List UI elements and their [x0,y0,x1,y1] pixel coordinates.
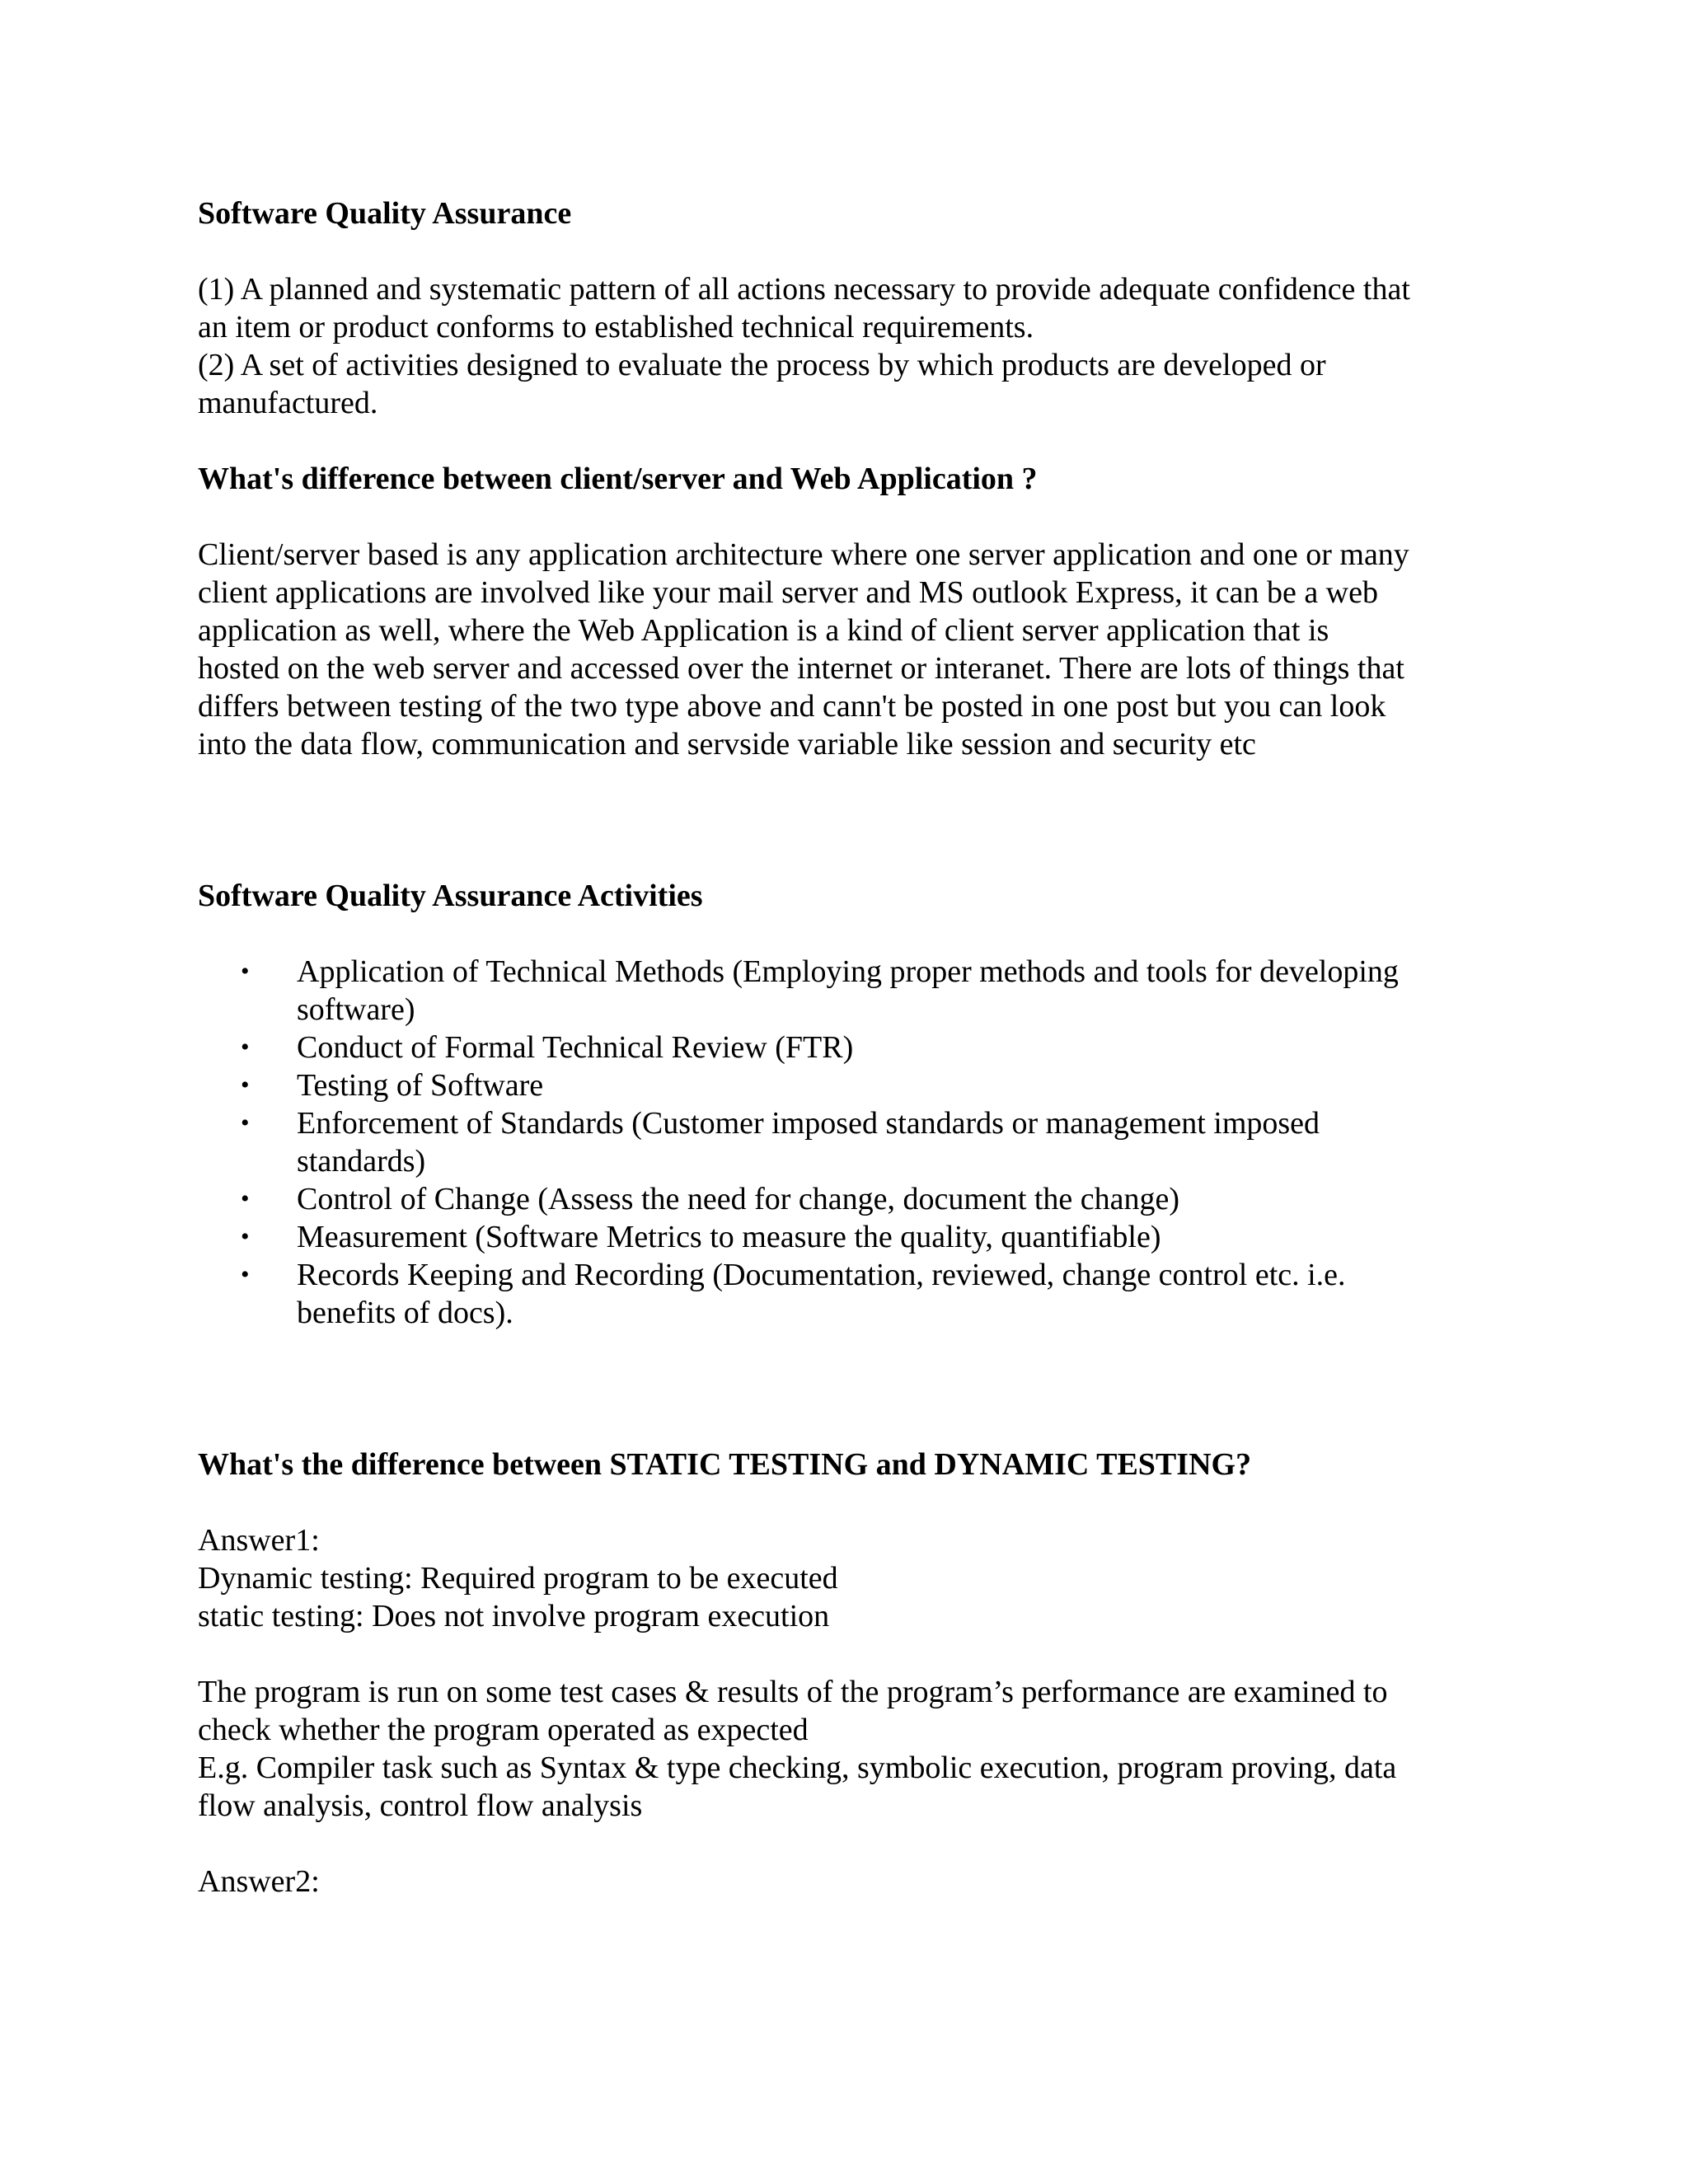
activities-list [198,953,1500,1332]
bullet-icon: • [241,1261,250,1288]
client-server-line: into the data flow, communication and servside variable like session and security etc [198,727,1256,762]
answer1-label: Answer1: [198,1523,320,1558]
static-dynamic-line: The program is run on some test cases & results of the program’s performance are examined to [198,1675,1388,1709]
list-item-line: Testing of Software [297,1068,544,1103]
client-server-line: application as well, where the Web Application is a kind of client server application that is [198,613,1329,648]
list-item-line: benefits of docs). [297,1296,513,1330]
static-dynamic-line: E.g. Compiler task such as Syntax & type checking, symbolic execution, program proving, data [198,1750,1397,1785]
static-dynamic-line: flow analysis, control flow analysis [198,1788,643,1823]
bullet-icon: • [241,1071,250,1099]
bullet-icon: • [241,1109,250,1137]
section-title-sqa: Software Quality Assurance [198,196,572,231]
list-item-line: Control of Change (Assess the need for change, document the change) [297,1182,1180,1216]
sqa-line: (2) A set of activities designed to evaluate the process by which products are developed or [198,348,1326,382]
client-server-line: differs between testing of the two type above and cann't be posted in one post but you can look [198,689,1386,724]
sqa-line: manufactured. [198,386,378,420]
list-item-line: standards) [297,1144,426,1179]
bullet-icon: • [241,1185,250,1212]
sqa-line: an item or product conforms to established technical requirements. [198,310,1034,344]
list-item [198,1104,1500,1180]
client-server-line: client applications are involved like your mail server and MS outlook Express, it can be a web [198,575,1378,610]
bullet-icon: • [241,1033,250,1061]
bullet-icon: • [241,1223,250,1250]
list-item [198,1180,1500,1218]
list-item [198,1029,1500,1066]
answer1-dynamic: Dynamic testing: Required program to be executed [198,1561,838,1596]
list-item-line: Application of Technical Methods (Employing proper methods and tools for developing [297,954,1399,989]
sqa-line: (1) A planned and systematic pattern of all actions necessary to provide adequate confidence that [198,272,1410,307]
list-item [198,1066,1500,1104]
section-title-activities: Software Quality Assurance Activities [198,879,703,913]
client-server-line: Client/server based is any application architecture where one server application and one or many [198,537,1409,572]
list-item-line: Conduct of Formal Technical Review (FTR) [297,1030,854,1065]
static-dynamic-line: check whether the program operated as expected [198,1713,809,1747]
bullet-icon: • [241,958,250,985]
list-item [198,953,1500,1029]
list-item [198,1256,1500,1332]
answer2-label: Answer2: [198,1864,320,1899]
list-item-line: Enforcement of Standards (Customer imposed standards or management imposed [297,1106,1320,1141]
list-item-line: Records Keeping and Recording (Documentation, reviewed, change control etc. i.e. [297,1258,1346,1292]
document-content [198,194,1500,1900]
list-item-line: software) [297,992,415,1027]
list-item [198,1218,1500,1256]
client-server-line: hosted on the web server and accessed over the internet or interanet. There are lots of things that [198,651,1404,686]
list-item-line: Measurement (Software Metrics to measure the quality, quantifiable) [297,1220,1161,1254]
section-title-static-dynamic: What's the difference between STATIC TESTING and DYNAMIC TESTING? [198,1447,1252,1482]
section-title-client-server: What's difference between client/server and Web Application ? [198,462,1038,496]
answer1-static: static testing: Does not involve program execution [198,1599,830,1633]
